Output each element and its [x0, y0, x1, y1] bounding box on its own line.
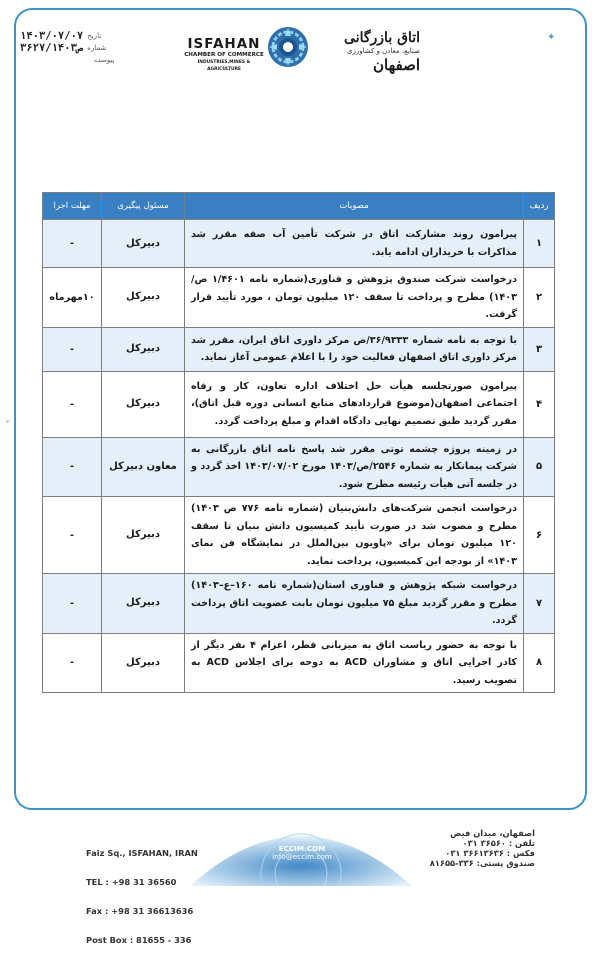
- en-address-line: Faiz Sq., ISFAHAN, IRAN: [86, 848, 198, 859]
- row-resolution: با توجه به حضور ریاست اتاق به میزبانی قطر، اعزام ۴ نفر دیگر از کادر اجرایی اتاق و مشاوران ACD به دوحه برای اجلاس ACD به تصویب رسید.: [185, 633, 524, 693]
- header-row-number: ردیف: [524, 193, 555, 220]
- date-row: [20, 30, 114, 42]
- website-link[interactable]: ECCIM.COM: [278, 844, 326, 853]
- brand-fa-line2: صنایع، معادن و کشاورزی: [346, 47, 420, 55]
- row-resolution: با توجه به نامه شماره ۳۶/۹۳۳۳/ص مرکز داوری اتاق ایران، مقرر شد مرکز داوری اتاق اصفهان فعالیت خود را با اعلام عمومی آغاز نماید.: [185, 327, 524, 371]
- persian-address: [425, 828, 535, 868]
- row-number: ۲: [524, 268, 555, 328]
- footer-web: [262, 845, 342, 861]
- number-label: شماره: [87, 44, 107, 52]
- row-resolution: در زمینه پروژه چشمه توتی مقرر شد پاسخ نامه اتاق بازرگانی به شرکت پیمانکار به شماره ۲۵۴۶/ص/۱۴۰۳ مورخ ۱۴۰۳/۰۷/۰۲ اخذ گردد و در جلسه آتی هیأت رئیسه مطرح شود.: [185, 437, 524, 497]
- table-row: [43, 437, 555, 497]
- number-row: [20, 42, 114, 54]
- row-resolution: درخواست شبکه پژوهش و فناوری استان(شماره نامه ۱۶۰–ع–۱۴۰۳) مطرح و مقرر گردید مبلغ ۷۵ میلیون تومان بابت عضویت اتاق پرداخت گردد.: [185, 574, 524, 634]
- brand-en-line1: CHAMBER OF COMMERCE: [184, 52, 264, 58]
- letter-meta: [20, 30, 114, 66]
- row-number: ۸: [524, 633, 555, 693]
- en-address-line: Fax : +98 31 36613636: [86, 905, 194, 916]
- chamber-logo-icon: [267, 26, 309, 68]
- row-responsible: دبیرکل: [102, 220, 185, 268]
- table-row: [43, 327, 555, 371]
- row-number: ۳: [524, 327, 555, 371]
- brand-fa-city: اصفهان: [373, 56, 420, 74]
- row-resolution: درخواست شرکت صندوق پژوهش و فناوری(شماره نامه ۱/۴۶۰۱ ص/۱۴۰۳) مطرح و پرداخت تا سقف ۱۲۰ میلیون تومان ، مورد تأیید قرار گرفت.: [185, 268, 524, 328]
- corner-mark-icon: ✦: [547, 32, 556, 43]
- row-deadline: -: [43, 327, 102, 371]
- email-link[interactable]: info@eccim.com: [272, 852, 332, 861]
- en-address-line: TEL : +98 31 36560: [86, 876, 177, 887]
- en-address-line: Post Box : 81655 - 336: [86, 934, 192, 945]
- row-responsible: دبیرکل: [102, 371, 185, 437]
- table-row: [43, 497, 555, 574]
- row-resolution: پیرامون روند مشارکت اتاق در شرکت تأمین آب صفه مقرر شد مذاکرات با خریداران ادامه یابد.: [185, 220, 524, 268]
- row-deadline: -: [43, 574, 102, 634]
- row-responsible: دبیرکل: [102, 574, 185, 634]
- table-row: [43, 268, 555, 328]
- row-deadline: -: [43, 437, 102, 497]
- row-responsible: معاون دبیرکل: [102, 437, 185, 497]
- row-responsible: دبیرکل: [102, 268, 185, 328]
- fa-address-line: تلفن : ۳۶۵۶۰ ۰۳۱: [462, 838, 535, 848]
- row-responsible: دبیرکل: [102, 633, 185, 693]
- row-number: ۵: [524, 437, 555, 497]
- number-value: ۳۶۲۷/ص۱۴۰۳: [20, 42, 84, 54]
- date-value: ۱۴۰۳/۰۷/۰۷: [20, 30, 84, 42]
- margin-dot: [6, 420, 9, 423]
- letterhead: [180, 26, 420, 72]
- header-responsible: مسئول پیگیری: [102, 193, 185, 220]
- row-number: ۱: [524, 220, 555, 268]
- attachment-label: پیوست: [94, 56, 115, 64]
- table-row: [43, 633, 555, 693]
- brand-fa-line1: اتاق بازرگانی: [344, 30, 420, 46]
- row-number: ۷: [524, 574, 555, 634]
- fa-address-line: صندوق پستی: ۳۳۶-۸۱۶۵۵: [429, 858, 535, 868]
- date-label: تاریخ: [87, 32, 102, 40]
- row-resolution: پیرامون صورتجلسه هیأت حل اختلاف اداره تعاون، کار و رفاه اجتماعی اصفهان(موضوع قراردادهای منابع انسانی دوره قبل اتاق)، مقرر گردید طبق تصمیم نهایی دادگاه اقدام و مبلغ پرداخت گردد.: [185, 371, 524, 437]
- row-responsible: دبیرکل: [102, 497, 185, 574]
- brand-persian: [310, 30, 420, 74]
- row-deadline: -: [43, 371, 102, 437]
- row-deadline: -: [43, 220, 102, 268]
- row-number: ۴: [524, 371, 555, 437]
- row-number: ۶: [524, 497, 555, 574]
- header-resolution: مصوبات: [185, 193, 524, 220]
- row-resolution: درخواست انجمن شرکت‌های دانش‌بنیان (شماره نامه ۷۷۶ ص ۱۴۰۳) مطرح و مصوب شد در صورت تأیید کمیسیون دانش بنیان تا سقف ۱۲۰ میلیون تومان برای «پاویون بین‌الملل در نمایشگاه فن نمای ۱۴۰۳» از بودجه این کمیسیون، پرداخت نماید.: [185, 497, 524, 574]
- brand-en-line2: INDUSTRIES,MINES & AGRICULTURE: [197, 60, 251, 72]
- brand-en-name: ISFAHAN: [187, 36, 261, 52]
- english-address: [86, 830, 198, 964]
- row-deadline: -: [43, 633, 102, 693]
- header-deadline: مهلت اجرا: [43, 193, 102, 220]
- row-deadline: -: [43, 497, 102, 574]
- attachment-row: [20, 54, 114, 66]
- fa-address-line: فکس : ۳۶۶۱۳۶۳۶ ۰۳۱: [445, 848, 535, 858]
- resolutions-table: [42, 192, 555, 693]
- table-row: [43, 371, 555, 437]
- fa-address-line: اصفهان، میدان فیض: [450, 828, 535, 838]
- table-header-row: [43, 193, 555, 220]
- table-row: [43, 574, 555, 634]
- brand-english: [180, 36, 268, 73]
- row-responsible: دبیرکل: [102, 327, 185, 371]
- row-deadline: ۱۰مهرماه: [43, 268, 102, 328]
- table-row: [43, 220, 555, 268]
